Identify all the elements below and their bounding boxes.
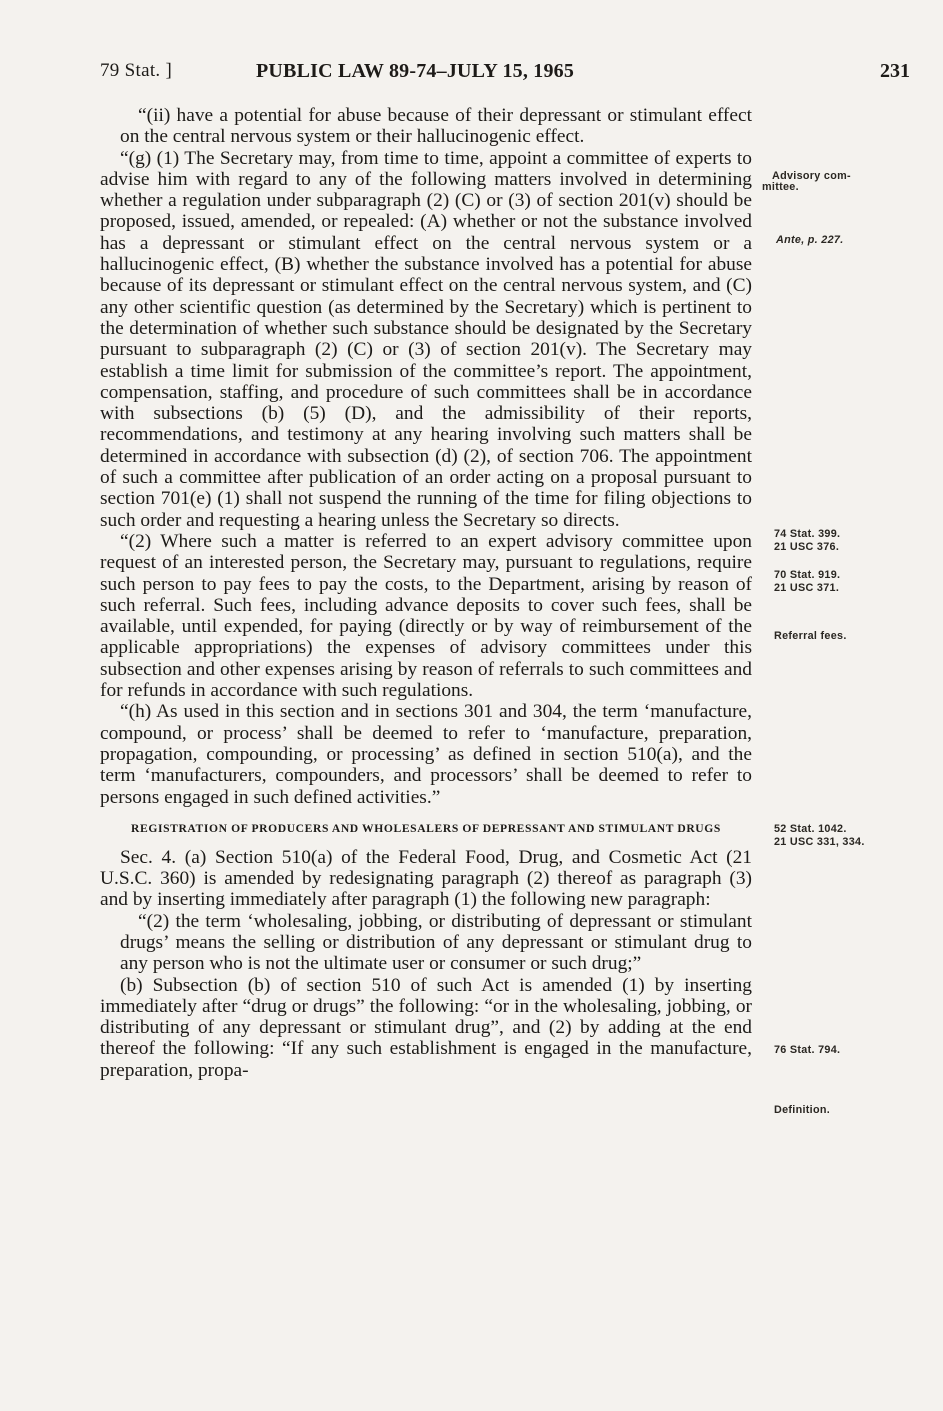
subsection-g2: “(2) Where such a matter is referred to an expert advisory committee upon request of an interested person, the Secretary may, pursuant to regulations, require such person to pay fees to pay the costs, to the Department, arising by reason of such referral. Such fees, including advance deposits to cover such fees, shall be available, until expended, for paying (directly or by way of reimbursement of the applicable appropriations) the expenses of advisory committees under this subsection and other expenses arising by reason of referrals to such committees and for refunds in accordance with such regulations. bbox=[100, 530, 752, 702]
margin-note-definition: Definition. bbox=[774, 1104, 831, 1116]
margin-note-52-stat: 52 Stat. 1042. 21 USC 331, 334. bbox=[774, 823, 865, 848]
margin-note-advisory: Advisory com- mittee. bbox=[762, 170, 851, 193]
main-text-column bbox=[100, 105, 752, 1081]
volume-reference: 79 Stat. ] bbox=[100, 60, 173, 81]
margin-note-referral-fees: Referral fees. bbox=[774, 630, 847, 642]
subsection-h: “(h) As used in this section and in sections 301 and 304, the term ‘manufacture, compound, or process’ shall be deemed to refer to ‘manufacture, preparation, propagation, compounding, or processing’ as defined in section 510(a), and the term ‘manufacturers, compounders, and processors’ shall be deemed to refer to persons engaged in such defined activities.” bbox=[100, 701, 752, 808]
margin-note-70-stat: 70 Stat. 919. 21 USC 371. bbox=[774, 569, 841, 594]
margin-note-74-stat: 74 Stat. 399. 21 USC 376. bbox=[774, 528, 841, 553]
law-title: PUBLIC LAW 89-74–JULY 15, 1965 bbox=[256, 60, 575, 82]
margin-note-76-stat: 76 Stat. 794. bbox=[774, 1044, 841, 1056]
section-4a: Sec. 4. (a) Section 510(a) of the Federal Food, Drug, and Cosmetic Act (21 U.S.C. 360) is amended by redesignating paragraph (2) thereof as paragraph (3) and by inserting immediately after paragraph (1) the following new paragraph: bbox=[100, 846, 752, 911]
page-header bbox=[100, 60, 910, 90]
subsection-g1: “(g) (1) The Secretary may, from time to time, appoint a committee of experts to advise him with regard to any of the following matters involved in determining whether a regulation under subparagraph (2) (C) or (3) of section 201(v) should be proposed, issued, amended, or repealed: (A) whether or not the substance involved has a depressant or stimulant effect on the central nervous system or a hallucinogenic effect, (B) whether the substance involved has a potential for abuse because of its depressant or stimulant effect on the central nervous system, and (C) any other scientific question (as determined by the Secretary) which is pertinent to the determination of whether such substance should be designated by the Secretary pursuant to subparagraph (2) (C) or (3) of section 201(v). The Secretary may establish a time limit for submission of the committee’s report. The appointment, compensation, staffing, and procedure of such committees shall be in accordance with subsections (b) (5) (D), and the admissibility of their reports, recommendations, and testimony at any hearing involving such matters shall be determined in accordance with subsection (d) (2), of section 706. The appointment of such a committee after publication of an order acting on a proposal pursuant to section 701(e) (1) shall not suspend the running of the time for filing objections to such order and requesting a hearing unless the Secretary so directs. bbox=[100, 147, 752, 531]
page-number: 231 bbox=[880, 60, 910, 82]
section-heading: REGISTRATION OF PRODUCERS AND WHOLESALERS OF DEPRESSANT AND STIMULANT DRUGS bbox=[131, 821, 721, 835]
definition-paragraph-2: “(2) the term ‘wholesaling, jobbing, or distributing of depressant or stimulant drugs’ means the selling or distribution of any depressant or stimulant drug to any person who is not the ultimate user or consumer or such drug;” bbox=[120, 910, 752, 975]
section-4b: (b) Subsection (b) of section 510 of such Act is amended (1) by inserting immediately after “drug or drugs” the following: “or in the wholesaling, jobbing, or distributing of any depressant or stimulant drug”, and (2) by adding at the end thereof the following: “If any such establishment is engaged in the manufacture, preparation, propa- bbox=[100, 974, 752, 1081]
clause-ii: “(ii) have a potential for abuse because of their depressant or stimulant effect on the central nervous system or their hallucinogenic effect. bbox=[120, 105, 752, 148]
margin-note-ante: Ante, p. 227. bbox=[776, 234, 844, 246]
